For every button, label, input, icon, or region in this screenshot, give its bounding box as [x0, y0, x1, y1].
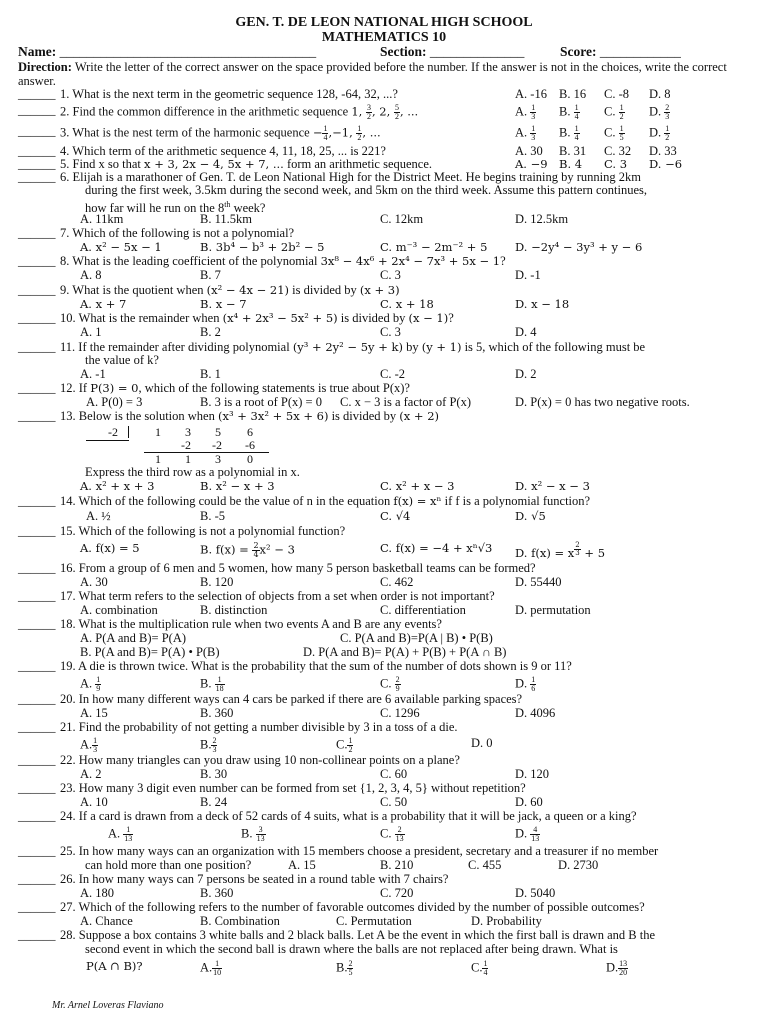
question-stem: 1. What is the next term in the geometric sequence 128, -64, 32, ...?	[60, 87, 398, 101]
choice-a: A. $\frac{1}{3}$	[80, 736, 98, 754]
choice-c: C. 1296	[380, 706, 420, 720]
answer-blank[interactable]: ______	[18, 659, 56, 673]
question-11-choices	[18, 368, 758, 382]
question-12-choices	[18, 396, 758, 410]
question-1	[18, 88, 758, 102]
question-10	[18, 312, 758, 326]
choice-c: C. 60	[380, 767, 408, 781]
question-6-line-2: during the first week, 3.5km during the second week, and 5km on the third week. Assume this pattern continues,	[85, 183, 648, 197]
synth-divider	[128, 426, 129, 438]
choice-a: A. $\frac{1}{3}$	[515, 124, 536, 142]
question-8	[18, 255, 758, 269]
question-14-choices	[18, 510, 758, 524]
answer-blank[interactable]: ______	[18, 381, 56, 395]
question-25	[18, 845, 758, 859]
question-20	[18, 693, 758, 707]
seq-term: , ...	[399, 104, 419, 119]
choice-c: C. 462	[380, 575, 414, 589]
choice-d: D. 33	[649, 144, 677, 158]
question-22-choices	[18, 768, 758, 782]
choice-a: A. $\frac{1}{3}$	[515, 103, 536, 121]
section-blank: ______________	[429, 44, 525, 59]
answer-blank[interactable]: ______	[18, 283, 56, 297]
choice-b: B. 11.5km	[200, 212, 252, 226]
choice-b: B. $\frac{2}{5}$	[336, 959, 353, 977]
choice-d: D. 120	[515, 767, 550, 781]
choice-d: D. $\frac{2}{3}$	[649, 103, 670, 121]
choice-a: A. $\frac{1}{9}$	[80, 675, 101, 693]
choice-d: D. 4096	[515, 706, 556, 720]
choice-b: B. 4	[559, 157, 583, 171]
question-9	[18, 284, 758, 298]
question-27-choices	[18, 915, 758, 929]
choice-b: B. x² − x + 3	[200, 479, 275, 493]
question-stem: 4. Which term of the arithmetic sequence 4, 11, 18, 25, ... is 221?	[60, 144, 386, 158]
seq-term: , 2,	[371, 104, 394, 119]
choice-d: D. 2	[515, 367, 537, 381]
choice-d: D. $\frac{4}{13}$	[515, 825, 540, 843]
question-stem: 17. What term refers to the selection of objects from a set when order is not important?	[60, 589, 495, 603]
choice-c: C. 720	[380, 886, 414, 900]
student-info-line	[18, 44, 758, 60]
choice-a: A. ½	[86, 509, 111, 523]
choice-d: D. 5040	[515, 886, 556, 900]
choice-a: A. 11km	[80, 212, 124, 226]
choice-c: C. $\frac{2}{13}$	[380, 825, 404, 843]
answer-blank[interactable]: ______	[18, 311, 56, 325]
answer-blank[interactable]: ______	[18, 340, 56, 354]
choice-a: A. 15	[80, 706, 108, 720]
question-16	[18, 562, 758, 576]
answer-blank[interactable]: ______	[18, 170, 56, 184]
question-stem	[60, 104, 418, 121]
choice-d: D. Probability	[471, 914, 542, 928]
choice-b: B. 120	[200, 575, 234, 589]
question-stem: 20. In how many different ways can 4 cars be parked if there are 6 available parking spaces?	[60, 692, 523, 706]
synth-r1: 6	[247, 425, 253, 439]
synth-divisor: -2	[108, 425, 118, 439]
name-field[interactable]	[18, 44, 316, 60]
answer-blank[interactable]: ______	[18, 809, 56, 823]
choice-b: B. f(x) = $\frac{2}{4}$ x² − 3	[200, 541, 295, 559]
choice-d: D. P(x) = 0 has two negative roots.	[515, 395, 690, 409]
question-18-choices-row2	[18, 646, 758, 660]
direction-label: Direction:	[18, 60, 72, 74]
answer-blank[interactable]: ______	[18, 87, 56, 101]
question-stem: 3. What is the nest term of the harmonic sequence − $\frac{1}{4}$ ,−1, $\frac{1}{2}$ , ...	[60, 124, 381, 142]
question-18-choices-row1	[18, 632, 758, 646]
choice-b: B. distinction	[200, 603, 268, 617]
score-label: Score:	[560, 44, 600, 59]
answer-blank[interactable]: ______	[18, 692, 56, 706]
question-18	[18, 618, 758, 632]
choice-a: A. −9	[515, 157, 548, 171]
question-13-instruction: Express the third row as a polynomial in x.	[85, 465, 300, 479]
question-21	[18, 721, 758, 735]
answer-blank[interactable]: ______	[18, 561, 56, 575]
question-17-choices	[18, 604, 758, 618]
choice-b: B. 7	[200, 268, 221, 282]
choice-b: B. 24	[200, 795, 228, 809]
question-28	[18, 929, 758, 943]
choice-b: B. 2	[200, 325, 221, 339]
choice-d: D. 0	[471, 736, 493, 750]
question-stem: 14. Which of the following could be the value of n in the equation f(x) = xⁿ if f is a polynomial function?	[60, 494, 591, 508]
question-7	[18, 227, 758, 241]
question-stem: 24. If a card is drawn from a deck of 52 cards of 4 suits, what is a probability that it will be jack, a queen or a king?	[60, 809, 637, 823]
question-10-choices	[18, 326, 758, 340]
question-11-line-2: the value of k?	[85, 353, 159, 367]
choice-a: A. $\frac{1}{13}$	[108, 825, 133, 843]
question-26	[18, 873, 758, 887]
choice-d: D. $\frac{1}{2}$	[649, 124, 670, 142]
choice-c: C. 455	[468, 858, 502, 872]
choice-a: A. 10	[80, 795, 108, 809]
answer-blank[interactable]: ______	[18, 589, 56, 603]
synth-r1: 3	[185, 425, 191, 439]
question-3	[18, 125, 758, 143]
answer-blank[interactable]: ______	[18, 226, 56, 240]
choice-d: D. -1	[515, 268, 541, 282]
choice-b: B. 360	[200, 886, 234, 900]
choice-a: A. 30	[515, 144, 543, 158]
choice-b: B. x − 7	[200, 297, 247, 311]
choice-a: A. x + 7	[80, 297, 127, 311]
question-9-choices	[18, 298, 758, 312]
choice-c: C. 3	[380, 268, 401, 282]
question-2	[18, 104, 758, 122]
choice-c: C. differentiation	[380, 603, 466, 617]
synth-r3: 1	[155, 452, 161, 466]
choice-c: C. f(x) = −4 + xⁿ√3	[380, 541, 493, 555]
choice-a: A. 180	[80, 886, 115, 900]
stem-text: 2. Find the common difference in the arithmetic sequence	[60, 104, 352, 119]
answer-blank[interactable]: ______	[18, 928, 56, 942]
choice-c: C. x + 18	[380, 297, 434, 311]
choice-d: D. −6	[649, 157, 683, 171]
section-field[interactable]	[380, 44, 524, 60]
question-stem: 27. Which of the following refers to the number of favorable outcomes divided by the number of possible outcomes?	[60, 900, 645, 914]
choice-b: B. P(A and B)= P(A) • P(B)	[80, 645, 220, 659]
question-stem: 5. Find x so that x + 3, 2x − 4, 5x + 7, ... form an arithmetic sequence.	[60, 157, 433, 171]
synth-r2: -2	[212, 438, 222, 452]
answer-blank[interactable]: ______	[18, 844, 56, 858]
choice-c: C. -2	[380, 367, 405, 381]
choice-d: D. 2730	[558, 858, 599, 872]
question-17	[18, 590, 758, 604]
score-field[interactable]	[560, 44, 681, 60]
answer-blank[interactable]: ______	[18, 524, 56, 538]
question-8-choices	[18, 269, 758, 283]
answer-blank[interactable]: ______	[18, 494, 56, 508]
choice-d: D. −2y⁴ − 3y³ + y − 6	[515, 240, 643, 254]
choice-c: C. P(A and B)=P(A | B) • P(B)	[340, 631, 493, 645]
question-stem: 12. If P(3) = 0, which of the following statements is true about P(x)?	[60, 381, 410, 395]
question-23-choices	[18, 796, 758, 810]
synthetic-division	[0, 424, 768, 464]
choice-c: C. -8	[604, 87, 629, 101]
choice-a: A. combination	[80, 603, 158, 617]
answer-blank[interactable]: ______	[18, 144, 56, 158]
choice-a: A. 15	[288, 858, 316, 872]
choice-a: A. 1	[80, 325, 102, 339]
question-15	[18, 525, 758, 539]
score-blank: ____________	[599, 44, 681, 59]
question-stem: 9. What is the quotient when (x² − 4x − 21) is divided by (x + 3)	[60, 283, 400, 297]
choice-c: C. 50	[380, 795, 408, 809]
stem-continued: can hold more than one position?	[85, 858, 252, 872]
choice-d: D. 55440	[515, 575, 562, 589]
question-stem: 16. From a group of 6 men and 5 women, how many 5 person basketball teams can be formed?	[60, 561, 536, 575]
choice-b: B. $\frac{1}{4}$	[559, 124, 579, 142]
choice-c: C. 3	[380, 325, 401, 339]
subject-title: MATHEMATICS 10	[321, 30, 447, 45]
question-stem: 7. Which of the following is not a polynomial?	[60, 226, 295, 240]
question-15-choices	[18, 542, 758, 560]
choice-c: C. 3	[604, 157, 628, 171]
choice-a: A. f(x) = 5	[80, 541, 140, 555]
question-stem: 23. How many 3 digit even number can be formed from set {1, 2, 3, 4, 5} without repetition?	[60, 781, 526, 795]
fraction: $\frac{5}{2}$	[394, 103, 399, 121]
choice-a: A. 2	[80, 767, 102, 781]
synth-r1: 1	[155, 425, 161, 439]
choice-a: A. 8	[80, 268, 102, 282]
choice-b: B. 16	[559, 87, 587, 101]
choice-b: B. 31	[559, 144, 587, 158]
choice-b: B. 3 is a root of P(x) = 0	[200, 395, 322, 409]
question-27	[18, 901, 758, 915]
choice-b: B. Combination	[200, 914, 280, 928]
question-stem: 15. Which of the following is not a polynomial function?	[60, 524, 346, 538]
synth-underline	[86, 440, 129, 441]
choice-b: B. 360	[200, 706, 234, 720]
choice-b: B. -5	[200, 509, 225, 523]
choice-d: D. permutation	[515, 603, 591, 617]
synth-r1: 5	[215, 425, 221, 439]
choice-c: C. $\frac{1}{4}$	[471, 959, 488, 977]
question-19	[18, 660, 758, 674]
choice-d: D. 4	[515, 325, 537, 339]
choice-a: A. -1	[80, 367, 106, 381]
choice-a: A. -16	[515, 87, 547, 101]
choice-b: B. 3b⁴ − b³ + 2b² − 5	[200, 240, 325, 254]
answer-blank[interactable]: ______	[18, 157, 56, 171]
answer-blank[interactable]: ______	[18, 872, 56, 886]
question-6-line-3: how far will he run on the 8th week?	[85, 200, 266, 216]
seq-term: 1,	[351, 104, 366, 119]
answer-blank[interactable]: ______	[18, 900, 56, 914]
choice-d: D. $\frac{13}{20}$	[606, 959, 628, 977]
question-13	[18, 410, 758, 424]
question-28-choices	[18, 960, 758, 978]
choice-d: D. f(x) = x $^{\frac{2}{3}}$ + 5	[515, 541, 606, 560]
choice-d: D. √5	[515, 509, 546, 523]
answer-blank[interactable]: ______	[18, 124, 56, 138]
synth-r3: 1	[185, 452, 191, 466]
choice-d: D. 12.5km	[515, 212, 569, 226]
choice-c: C. 12km	[380, 212, 424, 226]
choice-c: C. $\frac{1}{5}$	[604, 124, 624, 142]
choice-d: D. 60	[515, 795, 543, 809]
choice-d: D. P(A and B)= P(A) + P(B) + P(A ∩ B)	[303, 645, 507, 659]
choice-d: D. 8	[649, 87, 671, 101]
choice-c: C. $\frac{1}{2}$	[336, 736, 353, 754]
answer-blank[interactable]: ______	[18, 254, 56, 268]
question-stem: 10. What is the remainder when (x⁴ + 2x³ − 5x² + 5) is divided by (x − 1)?	[60, 311, 454, 325]
question-stem: 19. A die is thrown twice. What is the probability that the sum of the number of dots shown is 9 or 11?	[60, 659, 572, 673]
choice-b: B. $\frac{1}{4}$	[559, 103, 579, 121]
question-stem: 13. Below is the solution when (x³ + 3x² + 5x + 6) is divided by (x + 2)	[60, 409, 440, 423]
question-stem: 11. If the remainder after dividing polynomial (y³ + 2y² − 5y + k) by (y + 1) is 5, which of the following must be	[60, 340, 646, 354]
section-label: Section:	[380, 44, 430, 59]
question-14	[18, 495, 758, 509]
choice-d: D. $\frac{1}{6}$	[515, 675, 536, 693]
question-24-choices	[18, 826, 758, 844]
synth-r3: 0	[247, 452, 253, 466]
question-stem: 25. In how many ways can an organization with 15 members choose a president, secretary and a treasurer if no member	[60, 844, 659, 858]
answer-blank[interactable]: ______	[18, 617, 56, 631]
choice-c: C. $\frac{1}{2}$	[604, 103, 624, 121]
choice-c: C. √4	[380, 509, 411, 523]
question-stem: 22. How many triangles can you draw using 10 non-collinear points on a plane?	[60, 753, 460, 767]
answer-blank[interactable]: ______	[18, 781, 56, 795]
question-stem: 26. In how many ways can 7 persons be seated in a round table with 7 chairs?	[60, 872, 449, 886]
choice-b: B. $\frac{1}{18}$	[200, 675, 224, 693]
question-22	[18, 754, 758, 768]
question-26-choices	[18, 887, 758, 901]
question-7-choices	[18, 241, 758, 255]
direction-text: Write the letter of the correct answer on the space provided before the number. If the answer is not in the choices, write the correct answer.	[18, 60, 727, 88]
choice-b: B. 1	[200, 367, 221, 381]
question-20-choices	[18, 707, 758, 721]
synth-r2: -2	[181, 438, 191, 452]
question-28-line-2: second event in which the second ball is drawn where the balls are not replaced after being drawn. What is	[85, 942, 618, 956]
question-stem: 18. What is the multiplication rule when two events A and B are any events?	[60, 617, 442, 631]
choice-d: D. x − 18	[515, 297, 570, 311]
choice-c: C. x² + x − 3	[380, 479, 455, 493]
question-stem: 21. Find the probability of not getting a number divisible by 3 in a toss of a die.	[60, 720, 458, 734]
choice-c: C. $\frac{2}{9}$	[380, 675, 400, 693]
choice-d: D. x² − x − 3	[515, 479, 590, 493]
author-footer: Mr. Arnel Loveras Flaviano	[52, 1000, 164, 1011]
question-stem: 6. Elijah is a marathoner of Gen. T. de Leon National High for the District Meet. He begins training by running 2km	[60, 170, 641, 184]
synth-r2: -6	[245, 438, 255, 452]
choice-a: A. P(A and B)= P(A)	[80, 631, 187, 645]
choice-b: B. $\frac{3}{13}$	[241, 825, 265, 843]
choice-b: B. $\frac{2}{3}$	[200, 736, 217, 754]
question-stem: 8. What is the leading coefficient of the polynomial 3x⁸ − 4x⁶ + 2x⁴ − 7x³ + 5x − 1?	[60, 254, 506, 268]
fraction: $\frac{3}{2}$	[366, 103, 371, 121]
answer-blank[interactable]: ______	[18, 720, 56, 734]
answer-blank[interactable]: ______	[18, 753, 56, 767]
choice-c: C. 32	[604, 144, 632, 158]
name-blank: ______________________________________	[59, 44, 317, 59]
choice-a: A. x² − 5x − 1	[80, 240, 162, 254]
question-12	[18, 382, 758, 396]
question-stem: 28. Suppose a box contains 3 white balls and 2 black balls. Let A be the event in which the first ball is drawn and B the	[60, 928, 656, 942]
answer-blank[interactable]: ______	[18, 409, 56, 423]
choice-a: A. $\frac{1}{10}$	[200, 959, 222, 977]
question-6-choices	[18, 213, 758, 227]
choice-b: B. 210	[380, 858, 414, 872]
choice-c: C. x − 3 is a factor of P(x)	[340, 395, 471, 409]
choice-a: A. x² + x + 3	[80, 479, 155, 493]
choice-b: B. 30	[200, 767, 228, 781]
directions	[18, 61, 728, 88]
school-name: GEN. T. DE LEON NATIONAL HIGH SCHOOL	[235, 15, 533, 30]
question-16-choices	[18, 576, 758, 590]
choice-a: A. 30	[80, 575, 108, 589]
question-24	[18, 810, 758, 824]
choice-a: A. P(0) = 3	[86, 395, 143, 409]
question-25-line-2	[18, 859, 758, 873]
choice-a: A. Chance	[80, 914, 133, 928]
question-28-line-3: P(A ∩ B)?	[86, 959, 143, 973]
choice-c: C. m⁻³ − 2m⁻² + 5	[380, 240, 488, 254]
answer-blank[interactable]: ______	[18, 103, 56, 117]
question-13-choices	[18, 480, 758, 494]
choice-c: C. Permutation	[336, 914, 412, 928]
synth-r3: 3	[215, 452, 221, 466]
name-label: Name:	[18, 44, 60, 59]
question-23	[18, 782, 758, 796]
